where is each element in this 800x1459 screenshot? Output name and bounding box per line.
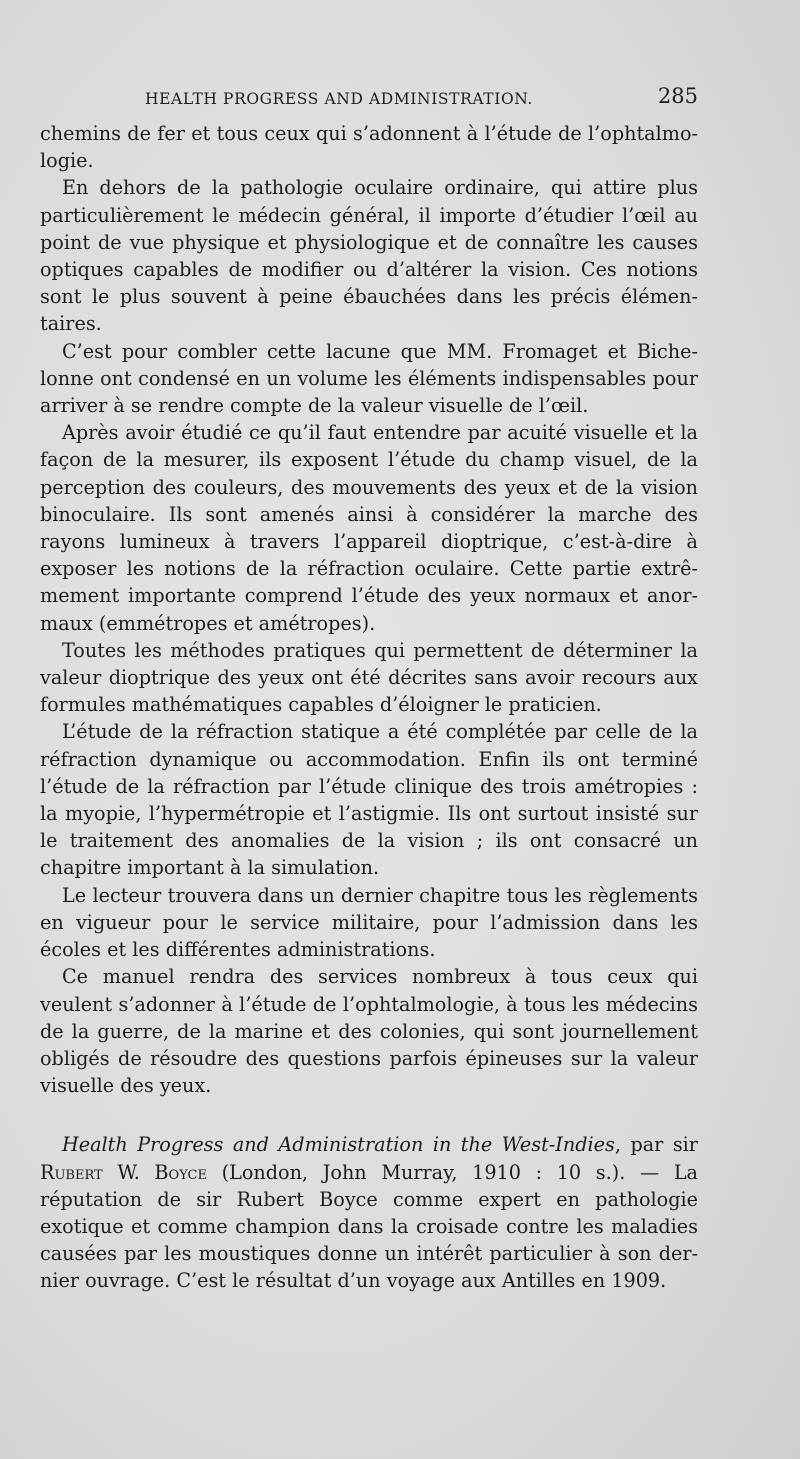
review-paragraph [40,1131,698,1294]
paragraph: C’est pour combler cette lacune que MM. Fromaget et Bichelonne ont condensé en un volume les éléments indispensables pour arriver à se rendre compte de la valeur visuelle de l’œil. [40,339,698,418]
running-head [40,84,698,120]
paragraph: Après avoir étudié ce qu’il faut entendre par acuité visuelle et la façon de la mesurer, ils exposent l’étude du champ visuel, de la perception des couleurs, des mouvements des yeux et de la vision binoculaire. Ils sont amenés ainsi à considérer la marche des rayons lumineux à travers l’appareil dioptrique, c’est-à-dire à exposer les notions de la réfraction oculaire. Cette partie extrêmement importante comprend l’étude des yeux normaux et anormaux (emmétropes et amétropes). [40,421,698,635]
paragraph: chemins de fer et tous ceux qui s’adonnent à l’étude de l’ophtalmologie. [40,122,698,173]
paragraph: Ce manuel rendra des services nombreux à tous ceux qui veulent s’adonner à l’étude de l’ophtalmologie, à tous les médecins de la guerre, de la marine et des colonies, qui sont journellement obligés de résoudre des questions parfois épineuses sur la valeur visuelle des yeux. [40,965,698,1098]
body-text [40,120,698,1099]
review-book-title: Health Progress and Administration in the West-Indies [62,1133,615,1157]
review-author: Rubert W. Boyce [40,1160,207,1184]
running-head-title: HEALTH PROGRESS AND ADMINISTRATION. [145,90,533,108]
paragraph: L’étude de la réfraction statique a été complétée par celle de la réfraction dynamique ou accommodation. Enfin ils ont terminé l’étude de la réfraction par l’étude clinique des trois amétropies : la myopie, l’hypermétropie et l’astigmie. Ils ont surtout insisté sur le traitement des anomalies de la vision ; ils ont consacré un chapitre important à la simulation. [40,720,698,880]
paragraph: Toutes les méthodes pratiques qui permettent de déterminer la valeur dioptrique des yeux ont été décrites sans avoir recours aux formules mathématiques capables d’éloigner le praticien. [40,638,698,717]
book-review [40,1131,698,1294]
review-publication: (London, John Murray, 1910 : 10 s.). — [206,1160,674,1184]
review-text: La réputation de sir Rubert Boyce comme expert en pathologie exotique et comme champion dans la croisade contre les maladies causées par les moustiques donne un intérêt particulier à son dernier ouvrage. C’est le résultat d’un voyage aux Antilles en 1909. [40,1160,698,1293]
review-by: , par sir [614,1133,698,1157]
paragraph: Le lecteur trouvera dans un dernier chapitre tous les règlements en vigueur pour le service militaire, pour l’admission dans les écoles et les différentes administrations. [40,883,698,962]
page-number: 285 [657,84,698,108]
paragraph: En dehors de la pathologie oculaire ordinaire, qui attire plus particulièrement le médecin général, il importe d’étudier l’œil au point de vue physique et physiologique et de connaître les causes optiques capables de modifier ou d’altérer la vision. Ces notions sont le plus souvent à peine ébauchées dans les précis élémentaires. [40,176,698,336]
text-column [40,84,698,1295]
section-gap [40,1099,698,1131]
